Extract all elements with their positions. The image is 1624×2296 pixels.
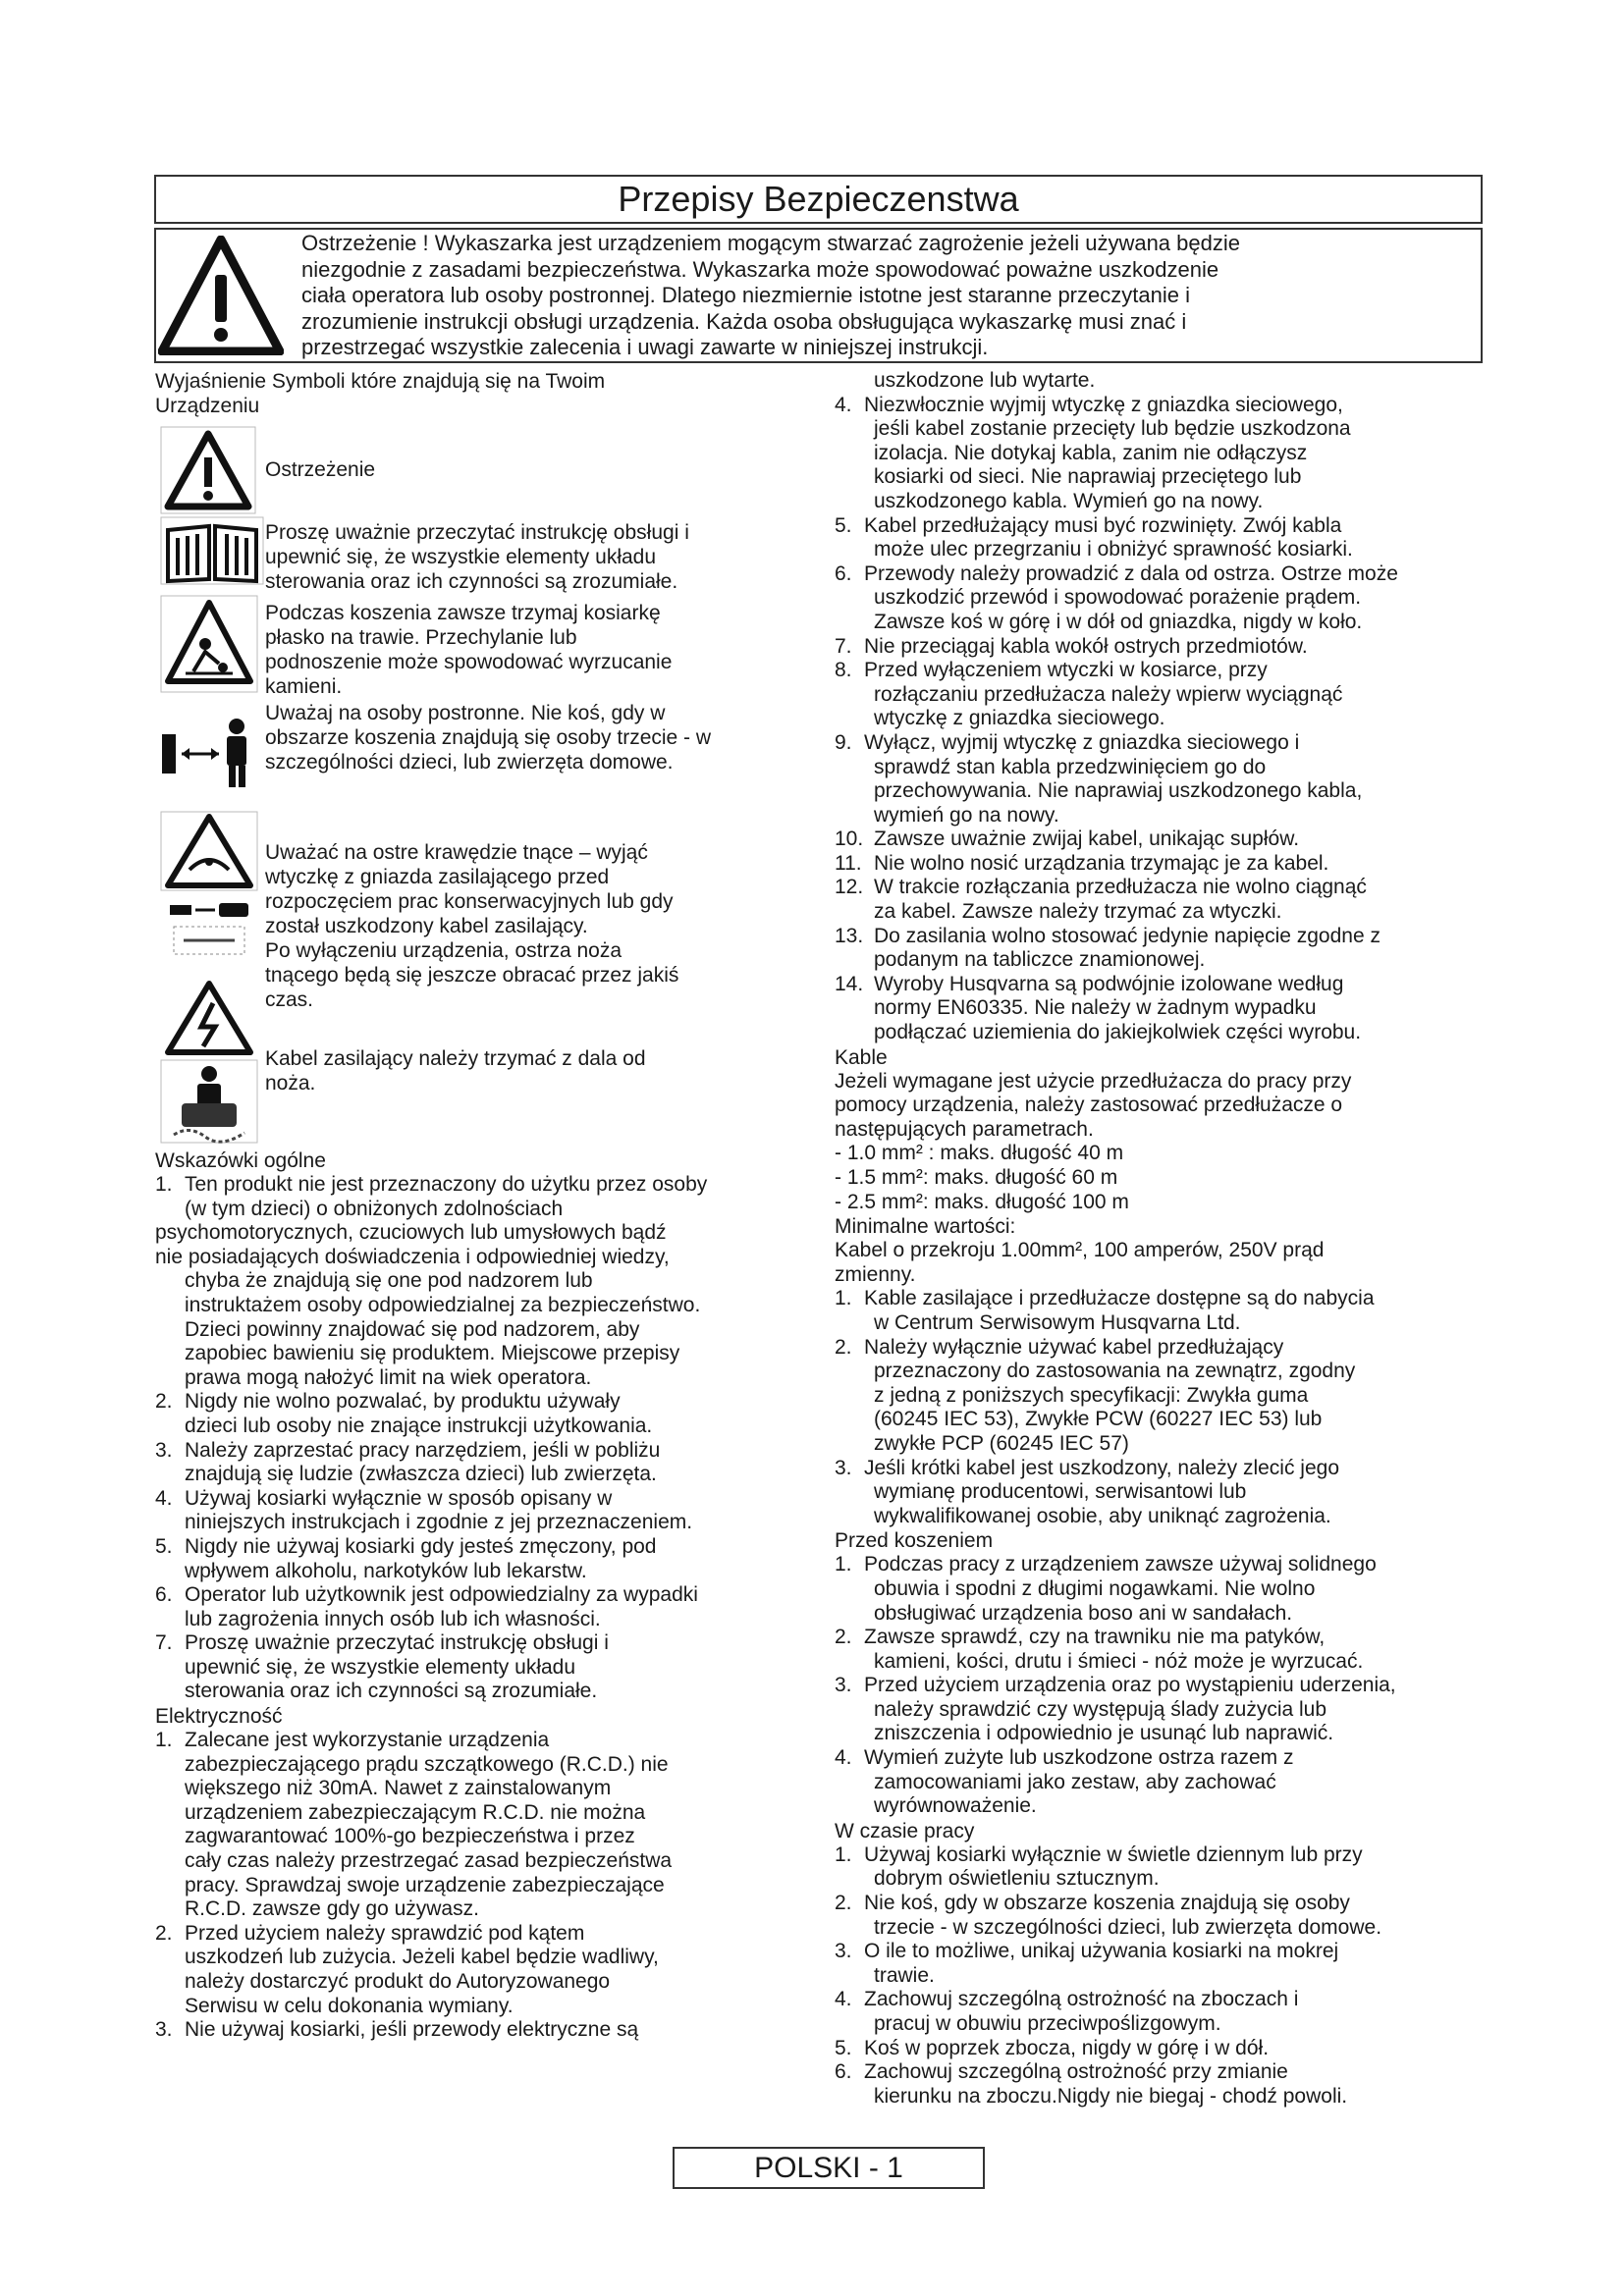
item-number: 13. [835, 924, 864, 947]
list-item [835, 635, 1512, 660]
item-line: Należy zaprzestać pracy narzędziem, jeśli w pobliżu [185, 1438, 661, 1462]
symbol-list [155, 418, 833, 1011]
symbol-text-line: sterowania oraz ich czynności są zrozumiałe. [265, 570, 678, 593]
item-line: zniszczenia i odpowiednio je usunąć lub naprawić. [874, 1722, 1334, 1745]
item-line: niniejszych instrukcjach i zgodnie z jej przeznaczeniem. [185, 1511, 693, 1534]
cable-away-from-blade-icon [160, 978, 258, 1145]
symbol-text-line: Proszę uważnie przeczytać instrukcję obsługi i [265, 521, 689, 544]
item-line: uszkodzeń lub zużycia. Jeżeli kabel będzie wadliwy, [185, 1946, 659, 1969]
item-line: cały czas należy przestrzegać zasad bezpieczeństwa [185, 1849, 673, 1873]
warning-line: ciała operatora lub osoby postronnej. Dlatego niezmiernie istotne jest staranne przeczytanie i [301, 283, 1190, 307]
item-line: normy EN60335. Nie należy w żadnym wypadku [874, 996, 1317, 1020]
item-number: 3. [835, 1456, 852, 1479]
item-line: Koś w poprzek zbocza, nigdy w górę i w dół. [864, 2036, 1270, 2059]
item-line: przeznaczony do zastosowania na zewnątrz, zgodny [874, 1360, 1356, 1383]
item-line: Przewody należy prowadzić z dala od ostrza. Ostrze może [864, 561, 1398, 585]
item-line: trzecie - w szczególności dzieci, lub zwierzęta domowe. [874, 1915, 1382, 1939]
item-line: podanym na tabliczce znamionowej. [874, 948, 1206, 972]
symbol-manual-text [265, 520, 689, 594]
item-line: znajdują się ludzie (zwłaszcza dzieci) lub zwierzęta. [185, 1463, 657, 1486]
symbol-tilt-text [265, 601, 672, 699]
item-number: 1. [155, 1729, 173, 1752]
item-line: obuwia i spodni z długimi nogawkami. Nie wolno [874, 1576, 1316, 1600]
symbol-text-line: tnącego będą się jeszcze obracać przez jakiś [265, 964, 679, 987]
item-number: 2. [155, 1390, 173, 1414]
list-item [835, 828, 1512, 852]
warning-line: niezgodnie z zasadami bezpieczeństwa. Wykaszarka może spowodować poważne uszkodzenie [301, 256, 1219, 282]
item-line: nie posiadających doświadczenia i odpowiedniej wiedzy, [155, 1245, 670, 1268]
symbol-text-line: Uważaj na osoby postronne. Nie koś, gdy w [265, 702, 666, 724]
item-line: kierunku na zboczu.Nigdy nie biegaj - chodź powoli. [874, 2084, 1348, 2108]
sharp-blade-unplug-icon [160, 811, 258, 958]
item-line: może ulec przegrzaniu i obniżyć sprawność kosiarki. [874, 538, 1353, 561]
item-number: 4. [835, 1746, 852, 1770]
item-line: Używaj kosiarki wyłącznie w świetle dziennym lub przy [864, 1842, 1363, 1866]
list-item [835, 514, 1512, 562]
item-number: 12. [835, 876, 864, 899]
item-number: 5. [155, 1534, 173, 1558]
item-number: 4. [155, 1486, 173, 1510]
cable-spec-line: - 2.5 mm²: maks. długość 100 m [835, 1190, 1129, 1213]
item-number: 1. [155, 1173, 173, 1196]
page-footer [673, 2147, 985, 2189]
item-line: uszkodzić przewód i spowodować porażenie prądem. [874, 586, 1362, 610]
list-item [835, 659, 1512, 731]
item-line: wymień go na nowy. [874, 803, 1059, 827]
list-item [155, 1729, 833, 1922]
item-line: Zawsze koś w górę i w dół od gniazdka, nigdy w koło. [874, 610, 1363, 633]
item-number: 1. [835, 1287, 852, 1310]
item-line: trawie. [874, 1963, 935, 1987]
list-item [155, 1390, 833, 1438]
list-item [835, 394, 1512, 514]
item-line: Do zasilania wolno stosować jedynie napięcie zgodne z [874, 924, 1380, 947]
symbol-text-line: rozpoczęciem prac konserwacyjnych lub gdy [265, 890, 674, 913]
item-number: 3. [835, 1940, 852, 1963]
item-line: większego niż 30mA. Nawet z zainstalowanym [185, 1777, 612, 1800]
item-number: 2. [835, 1626, 852, 1649]
item-line: Używaj kosiarki wyłącznie w sposób opisany w [185, 1486, 613, 1510]
item-line: w Centrum Serwisowym Husqvarna Ltd. [874, 1310, 1241, 1334]
list-item-continued [835, 369, 1512, 394]
item-line: Zalecane jest wykorzystanie urządzenia [185, 1729, 550, 1752]
item-line: jeśli kabel zostanie przecięty lub będzie uszkodzona [874, 417, 1351, 441]
item-line: Operator lub użytkownik jest odpowiedzialny za wypadki [185, 1583, 698, 1607]
list-item [835, 731, 1512, 828]
symbol-text-line: podnoszenie może spowodować wyrzucanie [265, 651, 673, 673]
item-line: z jedną z poniższych specyfikacji: Zwykła guma [874, 1383, 1309, 1407]
item-line: wpływem alkoholu, narkotyków lub lekarstw. [185, 1559, 587, 1582]
item-number: 1. [835, 1842, 852, 1866]
item-line: Wymień zużyte lub uszkodzone ostrza razem z [864, 1746, 1294, 1770]
cable-spec-line: - 1.5 mm²: maks. długość 60 m [835, 1166, 1118, 1189]
item-number: 6. [835, 561, 852, 585]
list-item [835, 1674, 1512, 1746]
item-line: sterowania oraz ich czynności są zrozumiałe. [185, 1680, 598, 1703]
list-item [155, 1631, 833, 1704]
item-line: kamieni, kości, drutu i śmieci - nóż może je wyrzucać. [874, 1649, 1364, 1673]
item-number: 5. [835, 513, 852, 537]
item-line: zapobiec bawieniu się produktem. Miejscowe przepisy [185, 1342, 680, 1365]
item-line: (w tym dzieci) o obniżonych zdolnościach [185, 1197, 564, 1220]
item-number: 9. [835, 730, 852, 754]
warning-triangle-icon [158, 236, 292, 371]
symbol-text-line: Kabel zasilający należy trzymać z dala od [265, 1047, 646, 1070]
item-line: należy dostarczyć produkt do Autoryzowanego [185, 1970, 611, 1993]
list-item [155, 1535, 833, 1583]
item-line: kosiarki od sieci. Nie naprawiaj przeciętego lub [874, 465, 1302, 489]
page-footer-label: POLSKI - 1 [754, 2151, 903, 2184]
item-number: 3. [835, 1674, 852, 1697]
warning-line: Ostrzeżenie ! Wykaszarka jest urządzeniem mogącym stwarzać zagrożenie jeżeli używana będzie [301, 231, 1240, 255]
list-item [835, 1457, 1512, 1529]
cables-heading: Kable [835, 1045, 888, 1069]
list-item [835, 562, 1512, 635]
item-line: Nigdy nie wolno pozwalać, by produktu używały [185, 1390, 621, 1414]
item-number: 3. [155, 2018, 173, 2042]
item-line: Przed użyciem urządzenia oraz po wystąpieniu uderzenia, [864, 1674, 1396, 1697]
item-line: należy sprawdzić czy występują ślady zużycia lub [874, 1697, 1327, 1721]
item-number: 6. [835, 2060, 852, 2084]
list-item [835, 1553, 1512, 1626]
item-line: Jeśli krótki kabel jest uszkodzony, należy zlecić jego [864, 1456, 1339, 1479]
item-line: prawa mogą nałożyć limit na wiek operatora. [185, 1365, 592, 1389]
symbol-text-line: Podczas koszenia zawsze trzymaj kosiarkę [265, 602, 661, 624]
item-number: 2. [835, 1892, 852, 1915]
item-line: zamocowaniami jako zestaw, aby zachować [874, 1770, 1276, 1793]
manual-book-icon [160, 516, 264, 585]
item-line: Zawsze uważnie zwijaj kabel, unikając supłów. [874, 828, 1300, 851]
item-line: sprawdź stan kabla przedzwinięciem go do [874, 755, 1267, 778]
item-line: podłączać uziemienia do jakiejkolwiek części wyrobu. [874, 1021, 1362, 1044]
item-line: pracy. Sprawdzaj swoje urządzenie zabezpieczające [185, 1873, 665, 1896]
electric-heading: Elektryczność [155, 1705, 283, 1729]
item-line: Nie wolno nosić urządzania trzymając je za kabel. [874, 851, 1329, 875]
list-item [155, 1439, 833, 1487]
list-item [835, 1843, 1512, 1892]
cable-spec-line: - 1.0 mm² : maks. długość 40 m [835, 1142, 1124, 1165]
page-title [154, 175, 1483, 224]
list-item [835, 1940, 1512, 1988]
symbol-cable-row [155, 968, 833, 1145]
item-number: 11. [835, 851, 862, 875]
item-line: rozłączaniu przedłużacza należy wpierw wyciągnąć [874, 682, 1343, 706]
list-item [835, 852, 1512, 877]
item-line: Wyłącz, wyjmij wtyczkę z gniazdka sieciowego i [864, 730, 1300, 754]
cables-intro-line: pomocy urządzenia, należy zastosować przedłużacze o [835, 1094, 1343, 1117]
item-number: 7. [155, 1631, 173, 1655]
item-number: 14. [835, 972, 864, 995]
list-item [835, 876, 1512, 924]
item-number: 4. [835, 1988, 852, 2011]
symbols-heading: Urządzeniu [155, 395, 260, 417]
item-line: dobrym oświetleniu sztucznym. [874, 1867, 1160, 1891]
list-item [835, 1746, 1512, 1819]
cables-intro-line: Jeżeli wymagane jest użycie przedłużacza do pracy przy [835, 1069, 1352, 1093]
item-line: Kable zasilające i przedłużacze dostępne są do nabycia [864, 1287, 1375, 1310]
during-work-list [835, 1843, 1512, 2109]
item-line: wykwalifikowanej osobie, aby uniknąć zagrożenia. [874, 1504, 1331, 1527]
symbol-text-line: szczególności dzieci, lub zwierzęta domowe. [265, 751, 674, 774]
item-line: Zachowuj szczególną ostrożność przy zmianie [864, 2060, 1288, 2084]
list-item [155, 1922, 833, 2018]
general-heading: Wskazówki ogólne [155, 1149, 326, 1172]
warning-text [154, 228, 1483, 363]
symbols-heading: Wyjaśnienie Symboli które znajdują się na Twoim [155, 370, 606, 393]
item-number: 7. [835, 634, 852, 658]
item-line: za kabel. Zawsze należy trzymać za wtyczki. [874, 900, 1282, 924]
before-mowing-heading: Przed koszeniem [835, 1529, 994, 1553]
cables-intro-line: następujących parametrach. [835, 1117, 1094, 1141]
item-line: instruktażem osoby odpowiedzialnej za bezpieczeństwo. [185, 1293, 701, 1316]
symbol-text-line: noża. [265, 1072, 316, 1095]
item-line: wtyczkę z gniazdka sieciowego. [874, 707, 1165, 730]
item-line: Przed użyciem należy sprawdzić pod kątem [185, 1921, 585, 1945]
symbol-text-line: został uszkodzony kabel zasilający. [265, 915, 588, 937]
thrown-objects-icon [160, 595, 258, 693]
symbol-text-line: Uważać na ostre krawędzie tnące – wyjąć [265, 841, 648, 864]
symbol-text-line: wtyczkę z gniazda zasilającego przed [265, 866, 610, 888]
warning-line: przestrzegać wszystkie zalecenia i uwagi zawarte w niniejszej instrukcji. [301, 335, 989, 359]
page-title-text: Przepisy Bezpieczenstwa [618, 179, 1019, 219]
cables-list [835, 1287, 1512, 1528]
electric-list [155, 1729, 833, 2043]
item-line: Wyroby Husqvarna są podwójnie izolowane według [874, 972, 1344, 995]
item-line: Przed wyłączeniem wtyczki w kosiarce, przy [864, 659, 1268, 682]
item-line: izolacja. Nie dotykaj kabla, zanim nie odłączysz [874, 441, 1308, 464]
list-item [835, 1287, 1512, 1335]
item-line: Ten produkt nie jest przeznaczony do użytku przez osoby [185, 1173, 708, 1196]
list-item [835, 1626, 1512, 1674]
min-values-line: Kabel o przekroju 1.00mm², 100 amperów, 250V prąd [835, 1239, 1325, 1262]
item-line: chyba że znajdują się one pod nadzorem lub [185, 1269, 593, 1293]
item-line: Nie używaj kosiarki, jeśli przewody elektryczne są [185, 2018, 639, 2042]
during-work-heading: W czasie pracy [835, 1819, 975, 1842]
item-number: 3. [155, 1438, 173, 1462]
bystanders-distance-icon [160, 711, 258, 789]
item-number: 4. [835, 393, 852, 416]
item-line: Nie przeciągaj kabla wokół ostrych przedmiotów. [864, 634, 1308, 658]
min-values-line: zmienny. [835, 1262, 916, 1286]
symbol-text-line: płasko na trawie. Przechylanie lub [265, 626, 577, 649]
item-line: Podczas pracy z urządzeniem zawsze używaj solidnego [864, 1553, 1377, 1576]
item-line: R.C.D. zawsze gdy go używasz. [185, 1897, 479, 1921]
item-line: zwykłe PCP (60245 IEC 57) [874, 1431, 1129, 1455]
symbol-cable-text [265, 1046, 646, 1095]
general-list [155, 1173, 833, 1704]
item-line: uszkodzone lub wytarte. [874, 369, 1096, 392]
symbol-text-line: Ostrzeżenie [265, 458, 376, 481]
item-line: Dzieci powinny znajdować się pod nadzorem, aby [185, 1317, 640, 1341]
symbol-warning-label [265, 457, 375, 482]
symbol-text-line: upewnić się, że wszystkie elementy układu [265, 546, 657, 568]
item-number: 5. [835, 2036, 852, 2059]
item-line: zabezpieczającego prądu szczątkowego (R.C.D.) nie [185, 1752, 669, 1776]
symbol-text-line: Po wyłączeniu urządzenia, ostrza noża [265, 939, 623, 962]
left-column [155, 369, 833, 2043]
list-item [835, 2037, 1512, 2061]
item-line: Niezwłocznie wyjmij wtyczkę z gniazdka sieciowego, [864, 393, 1343, 416]
list-item [835, 2060, 1512, 2109]
item-line: dzieci lub osoby nie znające instrukcji użytkowania. [185, 1414, 653, 1437]
warning-symbol-icon [160, 426, 256, 514]
item-line: Należy wyłącznie używać kabel przedłużający [864, 1335, 1284, 1359]
item-line: zagwarantować 100%-go bezpieczeństwa i przez [185, 1825, 635, 1848]
list-item [835, 973, 1512, 1045]
item-number: 2. [155, 1921, 173, 1945]
list-item [835, 1988, 1512, 2036]
item-line: O ile to możliwe, unikaj używania kosiarki na mokrej [864, 1940, 1339, 1963]
right-column [835, 369, 1512, 2109]
min-values-heading: Minimalne wartości: [835, 1215, 1016, 1239]
warning-line: zrozumienie instrukcji obsługi urządzenia. Każda osoba obsługująca wykaszarkę musi znać i [301, 308, 1187, 334]
item-number: 1. [835, 1553, 852, 1576]
item-line: obsługiwać urządzenia boso ani w sandałach. [874, 1601, 1293, 1625]
item-line: (60245 IEC 53), Zwykłe PCW (60227 IEC 53) lub [874, 1408, 1323, 1431]
item-line: przechowywania. Nie naprawiaj uszkodzonego kabla, [874, 779, 1363, 803]
item-line: Proszę uważnie przeczytać instrukcję obsługi i [185, 1631, 609, 1655]
item-line: Zachowuj szczególną ostrożność na zboczach i [864, 1988, 1299, 2011]
item-line: wymianę producentowi, serwisantowi lub [874, 1480, 1247, 1504]
item-line: Nie koś, gdy w obszarze koszenia znajdują się osoby [864, 1892, 1350, 1915]
item-number: 8. [835, 659, 852, 682]
item-number: 6. [155, 1583, 173, 1607]
item-line: upewnić się, że wszystkie elementy układu [185, 1655, 576, 1679]
list-item [835, 1892, 1512, 1940]
item-line: Serwisu w celu dokonania wymiany. [185, 1994, 514, 2017]
item-line: lub zagrożenia innych osób lub ich własności. [185, 1607, 601, 1630]
list-item [835, 1336, 1512, 1457]
item-line: pracuj w obuwiu przeciwpoślizgowym. [874, 2012, 1221, 2035]
list-item [155, 1173, 833, 1390]
item-line: uszkodzonego kabla. Wymień go na nowy. [874, 489, 1264, 512]
list-item [155, 1583, 833, 1631]
warning-box [154, 228, 1483, 363]
item-line: urządzeniem zabezpieczającym R.C.D. nie można [185, 1800, 646, 1824]
symbol-bystanders-text [265, 701, 711, 774]
item-number: 10. [835, 828, 864, 851]
list-item [835, 925, 1512, 973]
list-item [155, 1487, 833, 1535]
item-line: Nigdy nie używaj kosiarki gdy jesteś zmęczony, pod [185, 1534, 657, 1558]
electric-list-continued [835, 394, 1512, 1045]
item-line: W trakcie rozłączania przedłużacza nie wolno ciągnąć [874, 876, 1367, 899]
symbol-text-line: czas. [265, 988, 314, 1011]
symbol-text-line: kamieni. [265, 675, 343, 698]
before-mowing-list [835, 1553, 1512, 1819]
item-line: psychomotorycznych, czuciowych lub umysłowych bądź [155, 1221, 667, 1245]
symbol-text-line: obszarze koszenia znajdują się osoby trzecie - w [265, 726, 712, 749]
item-line: wyrównoważenie. [874, 1794, 1037, 1818]
item-number: 2. [835, 1335, 852, 1359]
list-item [155, 2018, 833, 2043]
item-line: Kabel przedłużający musi być rozwinięty. Zwój kabla [864, 513, 1342, 537]
item-line: Zawsze sprawdź, czy na trawniku nie ma patyków, [864, 1626, 1326, 1649]
